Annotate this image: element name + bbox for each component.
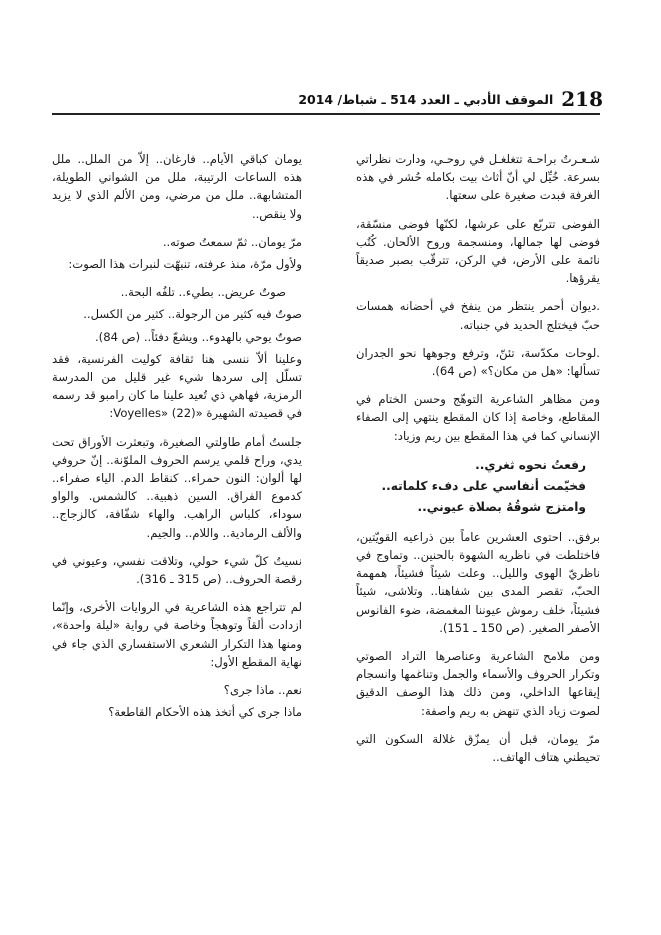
paragraph: ومن مظاهر الشاعرية التوهّج وحسن الختام في المقاطع، وخاصة إذا كان المقطع ينتهي إلى الصفاء الإنساني كما في هذا المقطع بين ريم وزياد:	[356, 392, 600, 443]
paragraph: صوتٌ يوحي بالهدوء.. ويشعّ دفئاً.. (ص 84).	[94, 329, 302, 344]
left-column	[52, 150, 302, 731]
paragraph: ومن ملامح الشاعرية وعناصرها التراد الصوتي وتكرار الحروف والأسماء والجمل وتناغمها وانسجام إيقاعها الداخلي، ومن ذلك هذا الوصف الدقيق لصوت زياد الذي تنهض به ريم واصفة:	[356, 649, 600, 718]
paragraph: شـعـرتُ براحـة تتغلغـل في روحـي، ودارت نظراتي بسرعة. خُيِّل لي أنّ أثاث بيت بكامله حُشر في هذه الغرفة فبدت صغيرة على سعتها.	[356, 152, 600, 203]
paragraph: مرّ يومان.. ثمّ سمعتُ صوته..	[162, 234, 302, 249]
paragraph: جلستُ أمام طاولتي الصغيرة، وتبعثرت الأوراق تحت يدي، وراح قلمي يرسم الحروف الملوّنة.. إنّ حروفي لها ألوان: النون حمراء.. كنقاط الدم. الياء صفراء.. كدموع الفراق. السين ذهبية.. كالشمس. والواو سوداء، كلباس الراهب. والهاء شفّافة، كالزجاج.. والألف الرمادية.. واللام.. والجيم.	[52, 434, 302, 540]
paragraph: صوتٌ فيه كثير من الرجولة.. كثير من الكسل..	[83, 307, 302, 322]
paragraph: ولأول مرّة، منذ عرفته، تنبهّت لنبرات هذا الصوت:	[68, 257, 302, 272]
paragraph: نسيتُ كلّ شيء حولي، وتلاقت نفسي، وعيوني في رقصة الحروف.. (ص 315 ـ 316).	[52, 553, 302, 587]
poem-line: وامتزج شوقُهُ بصلاة عيوني..	[417, 499, 586, 514]
paragraph: وعلينا ألاّ ننسى هنا ثقافة كوليت الفرنسية، فقد تسلّل إلى سردها شيء غير قليل من المدرسة الرمزية، فهاهي ذي تُعيد علينا ما كان رامبو قد رسمه في قصيدته الشهيرة «Voyelles» (22):	[52, 351, 302, 421]
poem-line: فخيّمت أنفاسي على دفء كلماته..	[381, 478, 586, 493]
paragraph: نعم.. ماذا جرى؟	[223, 683, 302, 698]
paragraph: صوتٌ عريض.. بطيء.. تلفُه البحة..	[120, 285, 286, 300]
page-number: 218	[561, 87, 603, 111]
paragraph: لم تتراجع هذه الشاعرية في الروايات الأخرى، وإنّما ازدادت ألقاً وتوهجاً وخاصة في رواية «ليلة واحدة»، ومنها هذا التكرار الشعري الاستفساري الذي جاء في نهاية المقطع الأول:	[52, 600, 302, 669]
paragraph: مرّ يومان، قبل أن يمزّق غلالة السكون التي تحيطني هتاف الهاتف..	[356, 731, 600, 765]
paragraph: برفق.. احتوى العشرين عاماً بين ذراعيه القويّتين، فاختلطت في ناظريه الشهوة بالحنين.. وتماوج في ناظريّ الهوى والليل.. وعلت شيئاً فشيئاً، همهمة الحبّ، تقصر المدى بين شفاهنا.. وتلاشى، شيئاً فشيئاً، خلف رموش عيوننا المغمضة، ضوء الفانوس الأصفر الصغير. (ص 150 ـ 151).	[356, 529, 600, 635]
poem-excerpt	[356, 455, 586, 518]
paragraph: .ديوان أحمر ينتظر من ينفخ في أحضانه همسات حبّ فيختلج الحديد في جنباته.	[356, 299, 600, 332]
journal-masthead: الموقف الأدبي ـ العدد 514 ـ شباط/ 2014	[298, 91, 554, 107]
header-divider	[52, 113, 600, 115]
paragraph: ماذا جرى كي أتخذ هذه الأحكام القاطعة؟	[108, 705, 302, 720]
paragraph: الفوضى تتربّع على عرشها، لكنّها فوضى منسّقة، فوضى لها جمالها، ومنسجمة وروح الألحان. كُتُب نائمة على الأرض، في الركن، تترقّب بصبر صديقاً يقرؤها.	[356, 216, 600, 286]
poem-line: رفعتُ نحوه ثغري..	[475, 457, 586, 472]
page-header	[298, 87, 603, 111]
paragraph: .لوحات مكدّسة، تئنّ، وترفع وجوهها نحو الجدران تسألها: «هل من مكان؟» (ص 64).	[356, 345, 600, 379]
paragraph: يومان كباقي الأيام.. فارغان.. إلاّ من الملل.. ملل هذه الساعات الرتيبة، ملل من الشواني الطويلة، المتشابهة.. ملل من مرضي، ومن الألم الذي لا يزيد ولا ينقص..	[52, 152, 302, 221]
right-column	[356, 150, 600, 776]
